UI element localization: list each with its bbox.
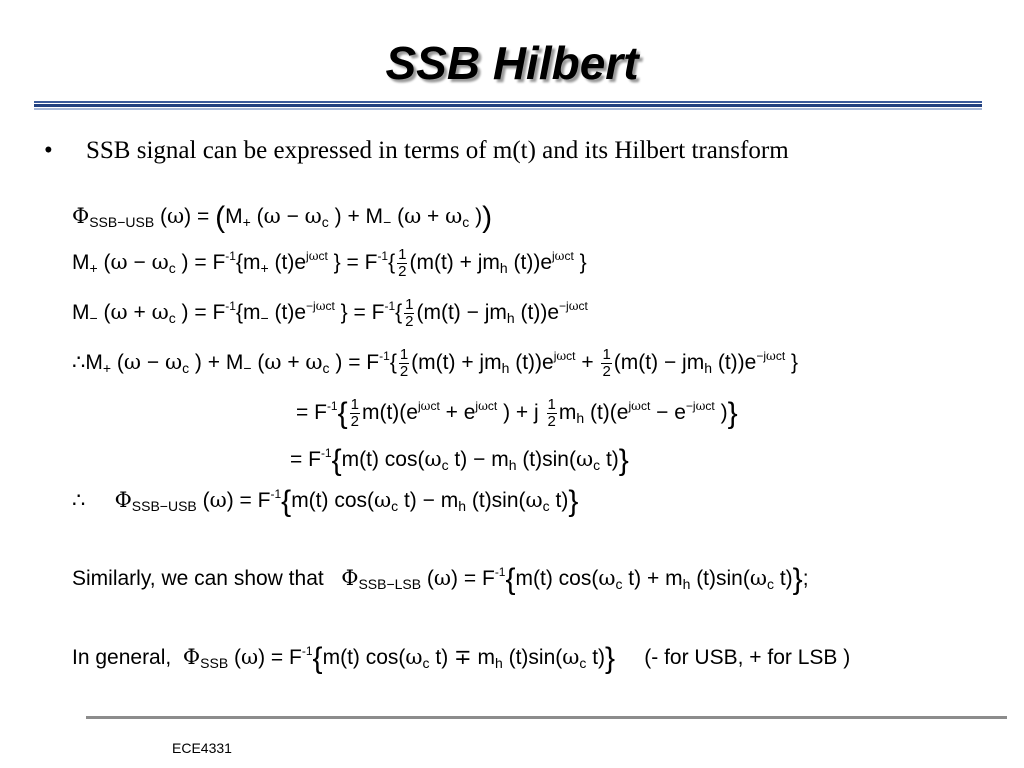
equation-sum: $\therefore M_+$ ($\omega - \omega_c$ ) + $M_-$ ($\omega + \omega_c$ ) = $F^{-1}${ $\frac{1}{2}$ ($m(t) + jm_h$ $(t))e^{j\omega ct}$ + $\frac{1}{2}$ ($m(t) - jm_h$ $(t))e^{-j\omega ct}$ } (72, 346, 799, 380)
in-general-label: In general, (72, 646, 172, 669)
footer-label: ECE4331 (172, 740, 232, 756)
equation-m-minus: $M_-$ ($\omega + \omega_c$ ) = $F^{-1}\{m_-$ $(t)e^{-j\omega ct}$ } = $F^{-1}${ $\frac{1}{2}$ ($m(t) - jm_h$ $(t))e^{-j\omega ct}$ (72, 296, 588, 330)
footer-divider (86, 716, 1007, 719)
equation-expand: = $F^{-1}${ $\frac{1}{2}$ $m(t)(e^{j\omega ct} + e^{j\omega ct}$ ) + j $\frac{1}{2}$ $m_h$ $(t)(e^{j\omega ct} - e^{-j\omega ct}$ )} (296, 396, 738, 430)
bullet-text: SSB signal can be expressed in terms of m(t) and its Hilbert transform (86, 137, 789, 164)
bullet-item (44, 137, 789, 165)
equation-m-plus: $M_+$ ($\omega - \omega_c$ ) = $F^{-1}\{m_+$ $(t)e^{j\omega ct}$ } = $F^{-1}${ $\frac{1}{2}$ ($m(t) + jm_h$ $(t))e^{j\omega ct}$ } (72, 246, 587, 280)
similarly-label: Similarly, we can show that (72, 567, 324, 590)
equation-phi-ssb-usb-definition: $\Phi_{SSB-USB}$ $(\omega) = (M_+$ ($\omega - \omega_c$ ) + $M_-$ ($\omega + \omega_c$ )) (72, 201, 493, 234)
bullet-marker: • (44, 137, 53, 164)
equation-general: In general, $\Phi_{SSB}$ $(\omega) = F^{-1}\{m(t)$ $\cos(\omega_c$ $t) \mp m_h$ $(t)\sin(\omega_c$ t)} (- for USB, + for LSB ) (72, 642, 851, 675)
equation-cos-sin: = $F^{-1}\{m(t)$ $\cos(\omega_c$ $t) - m_h$ $(t)\sin(\omega_c$ t)} (290, 444, 629, 477)
sign-note: (- for USB, + for LSB ) (644, 646, 851, 669)
title-divider (34, 101, 982, 110)
equation-lsb: Similarly, we can show that $\Phi_{SSB-LSB}$ $(\omega) = F^{-1}\{m(t)$ $\cos(\omega_c$ $t) + m_h$ $(t)\sin(\omega_c$ t)}; (72, 563, 809, 596)
equation-usb-result: ∴ $\Phi_{SSB-USB}$ $(\omega) = F^{-1}\{m(t)$ $\cos(\omega_c$ $t) - m_h$ $(t)\sin(\omega_c$ t)} (72, 485, 579, 518)
slide-title: SSB Hilbert (385, 37, 639, 89)
